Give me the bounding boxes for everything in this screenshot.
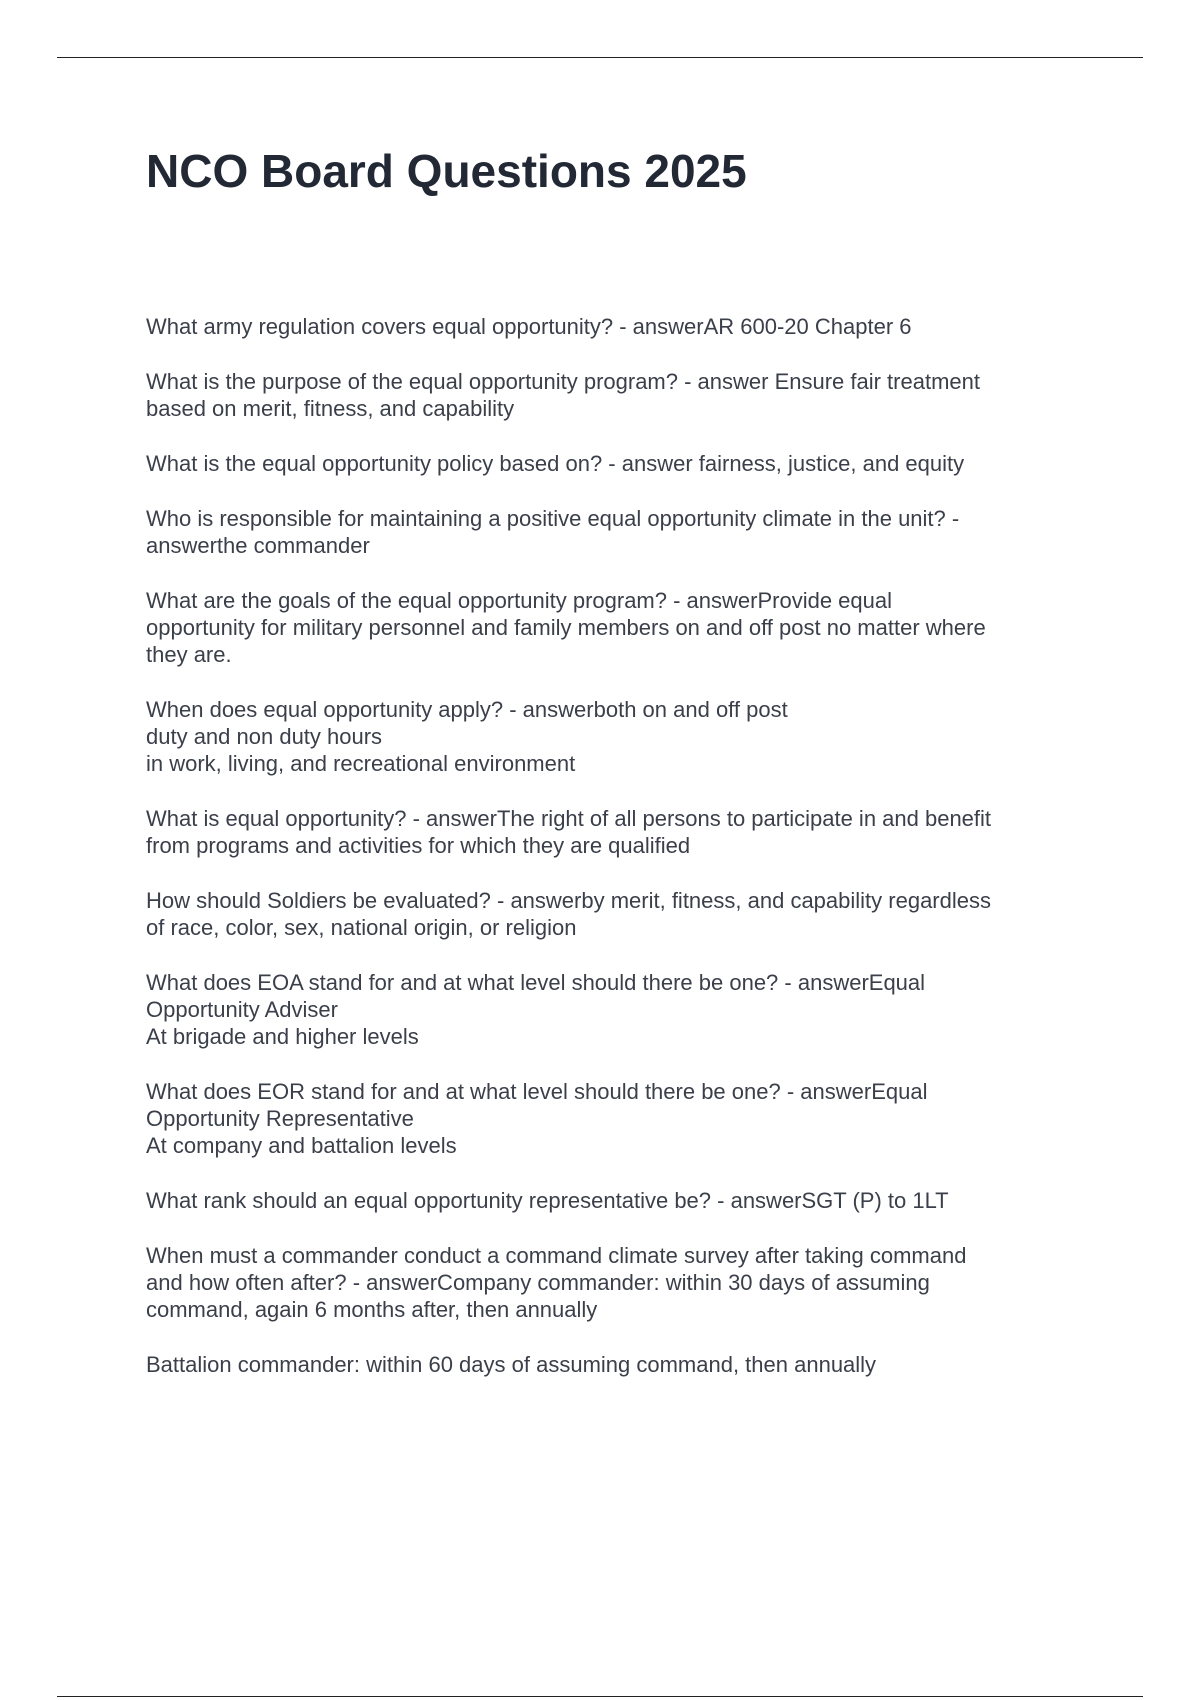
qa-item: What does EOA stand for and at what level should there be one? - answerEqual Opportunity Adviser At brigade and higher levels [146,970,926,1049]
qa-item: When does equal opportunity apply? - answerboth on and off post duty and non duty hours in work, living, and recreational environment [146,697,788,776]
qa-item: What is the purpose of the equal opportunity program? - answer Ensure fair treatment based on merit, fitness, and capability [146,369,980,421]
bottom-rule [57,1696,1143,1697]
qa-item: What rank should an equal opportunity representative be? - answerSGT (P) to 1LT [146,1188,949,1213]
page-title: NCO Board Questions 2025 [146,145,747,197]
top-rule [57,57,1143,58]
qa-item: What are the goals of the equal opportunity program? - answerProvide equal opportunity for military personnel and family members on and off post no matter where they are. [146,588,986,667]
qa-item: What army regulation covers equal opportunity? - answerAR 600-20 Chapter 6 [146,314,912,339]
qa-item: What is the equal opportunity policy based on? - answer fairness, justice, and equity [146,451,965,476]
qa-item: How should Soldiers be evaluated? - answerby merit, fitness, and capability regardless of race, color, sex, national origin, or religion [146,888,991,940]
qa-item: When must a commander conduct a command climate survey after taking command and how often after? - answerCompany commander: within 30 days of assuming command, again 6 months after, then annually [146,1243,967,1322]
qa-item: What is equal opportunity? - answerThe right of all persons to participate in and benefit from programs and activities for which they are qualified [146,806,992,858]
qa-list [146,313,1086,1406]
qa-item: Who is responsible for maintaining a positive equal opportunity climate in the unit? - answerthe commander [146,506,960,558]
qa-item: What does EOR stand for and at what level should there be one? - answerEqual Opportunity Representative At company and battalion levels [146,1079,928,1158]
qa-item: Battalion commander: within 60 days of assuming command, then annually [146,1352,877,1377]
